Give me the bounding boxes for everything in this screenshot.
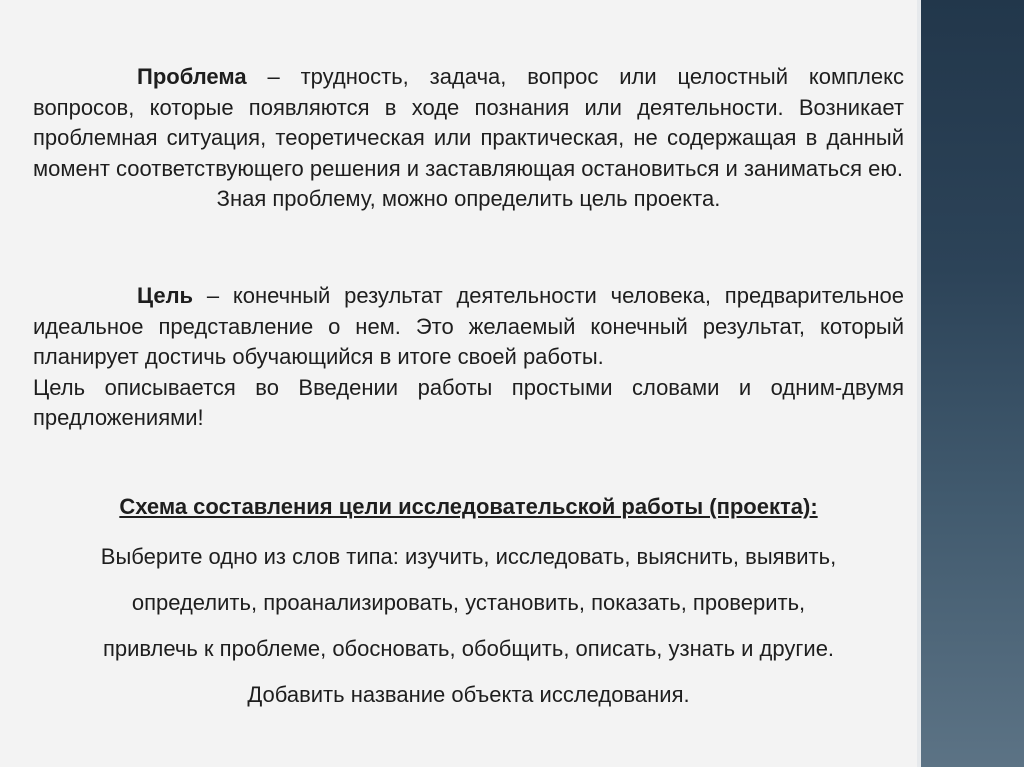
problem-paragraph: [33, 62, 904, 184]
problem-definition: – трудность, задача, вопрос или целостный комплекс вопросов, которые появляются в ходе познания или деятельности. Возникает проблемная ситуация, теоретическая или практическая, не содержащая в данный момент соответствующего решения и заставляющая остановиться и заниматься ею.: [33, 64, 904, 181]
problem-section: [33, 62, 904, 215]
goal-definition: – конечный результат деятельности человека, предварительное идеальное представление о нем. Это желаемый конечный результат, который планирует достичь обучающийся в итоге своей работы.: [33, 283, 904, 369]
scheme-line: привлечь к проблеме, обосновать, обобщить, описать, узнать и другие.: [102, 636, 835, 661]
scheme-lines: [33, 534, 904, 718]
goal-paragraph: [33, 281, 904, 373]
problem-note: Зная проблему, можно определить цель проекта.: [216, 186, 721, 211]
problem-term: Проблема: [137, 64, 247, 89]
scheme-line: Добавить название объекта исследования.: [247, 682, 690, 707]
scheme-line: определить, проанализировать, установить, показать, проверить,: [131, 590, 806, 615]
scheme-line: Выберите одно из слов типа: изучить, исследовать, выяснить, выявить,: [100, 544, 837, 569]
scheme-title: Схема составления цели исследовательской работы (проекта):: [119, 494, 818, 519]
decorative-side-panel: [917, 0, 1024, 767]
goal-note: Цель описывается во Введении работы простыми словами и одним-двумя предложениями!: [33, 374, 904, 430]
goal-term: Цель: [137, 283, 194, 308]
goal-section: [33, 281, 904, 434]
